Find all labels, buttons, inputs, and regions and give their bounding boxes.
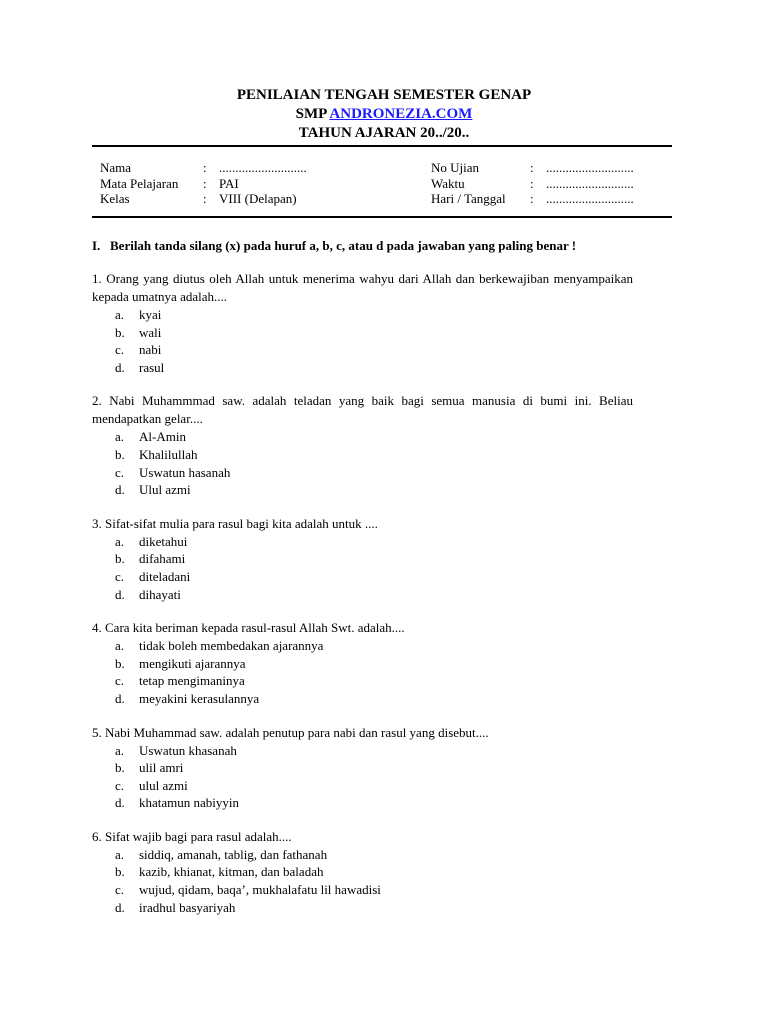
- option-text: wali: [139, 324, 162, 340]
- option-list: [92, 742, 633, 812]
- option-text: khatamun nabiyyin: [139, 795, 240, 811]
- question-stem: 6. Sifat wajib bagi para rasul adalah....: [92, 828, 292, 844]
- section-instruction-text: Berilah tanda silang (x) pada huruf a, b, c, atau d pada jawaban yang paling benar !: [110, 238, 577, 253]
- option-letter: b.: [115, 446, 125, 462]
- option-letter: d.: [115, 899, 125, 915]
- option-text: Al-Amin: [139, 429, 186, 445]
- info-row-waktu: [431, 176, 634, 192]
- section-instruction: [92, 238, 576, 254]
- answer-option[interactable]: [92, 794, 633, 812]
- question-item: [92, 619, 633, 707]
- question-stem: 5. Nabi Muhammad saw. adalah penutup para nabi dan rasul yang disebut....: [92, 724, 489, 740]
- info-colon: :: [203, 191, 207, 206]
- info-value[interactable]: ...........................: [546, 160, 634, 175]
- info-colon: :: [203, 175, 207, 191]
- student-info-left: [100, 160, 307, 207]
- info-key: Nama: [100, 160, 132, 175]
- option-letter: c.: [115, 777, 125, 793]
- info-colon: :: [530, 160, 534, 175]
- answer-option[interactable]: [92, 550, 633, 568]
- school-link[interactable]: ANDRONEZIA.COM: [329, 106, 473, 122]
- option-text: diketahui: [139, 533, 188, 549]
- answer-option[interactable]: [92, 428, 633, 446]
- option-list: [92, 306, 633, 376]
- option-letter: a.: [115, 429, 125, 445]
- question-stem: 4. Cara kita beriman kepada rasul-rasul Allah Swt. adalah....: [92, 620, 405, 636]
- question-item: [92, 828, 633, 916]
- option-text: Uswatun khasanah: [139, 742, 237, 758]
- info-row-kelas: [100, 191, 307, 207]
- answer-option[interactable]: [92, 899, 633, 917]
- option-letter: b.: [115, 760, 125, 776]
- question-stem: 2. Nabi Muhammmad saw. adalah teladan yang baik bagi semua manusia di bumi ini. Beliau mendapatkan gelar....: [92, 393, 633, 427]
- answer-option[interactable]: [92, 359, 633, 377]
- info-colon: :: [530, 191, 534, 206]
- option-text: dihayati: [139, 586, 181, 602]
- option-letter: d.: [115, 359, 125, 375]
- answer-option[interactable]: [92, 655, 633, 673]
- header-divider-bottom: [92, 216, 672, 218]
- option-letter: d.: [115, 586, 125, 602]
- school-prefix: SMP: [295, 106, 330, 122]
- option-text: iradhul basyariyah: [139, 899, 236, 915]
- option-letter: d.: [115, 795, 125, 811]
- option-text: Uswatun hasanah: [139, 464, 231, 480]
- option-letter: a.: [115, 846, 125, 862]
- option-list: [92, 533, 633, 603]
- answer-option[interactable]: [92, 846, 633, 864]
- option-letter: a.: [115, 638, 125, 654]
- answer-option[interactable]: [92, 341, 633, 359]
- question-stem: 3. Sifat-sifat mulia para rasul bagi kita adalah untuk ....: [92, 515, 378, 531]
- option-text: wujud, qidam, baqa’, mukhalafatu lil hawadisi: [139, 882, 381, 898]
- option-letter: c.: [115, 342, 125, 358]
- answer-option[interactable]: [92, 324, 633, 342]
- option-letter: d.: [115, 482, 125, 498]
- option-text: mengikuti ajarannya: [139, 655, 246, 671]
- answer-option[interactable]: [92, 690, 633, 708]
- option-text: kyai: [139, 307, 162, 322]
- answer-option[interactable]: [92, 777, 633, 795]
- option-letter: a.: [115, 307, 125, 322]
- question-stem: 1. Orang yang diutus oleh Allah untuk menerima wahyu dari Allah dan berkewajiban menyampaikan kepada umatnya adalah....: [92, 271, 633, 304]
- option-text: ulul azmi: [139, 777, 188, 793]
- option-text: difahami: [139, 551, 186, 567]
- exam-title: PENILAIAN TENGAH SEMESTER GENAP: [236, 87, 532, 103]
- answer-option[interactable]: [92, 586, 633, 604]
- option-list: [92, 637, 633, 707]
- answer-option[interactable]: [92, 533, 633, 551]
- info-colon: :: [530, 175, 534, 191]
- info-value: VIII (Delapan): [219, 191, 297, 206]
- answer-option[interactable]: [92, 568, 633, 586]
- option-letter: a.: [115, 533, 125, 549]
- option-text: tidak boleh membedakan ajarannya: [139, 638, 324, 654]
- academic-year: TAHUN AJARAN 20../20..: [298, 125, 470, 141]
- answer-option[interactable]: [92, 637, 633, 655]
- info-colon: :: [203, 160, 207, 175]
- option-text: kazib, khianat, kitman, dan baladah: [139, 864, 324, 880]
- answer-option[interactable]: [92, 446, 633, 464]
- option-letter: c.: [115, 882, 125, 898]
- answer-option[interactable]: [92, 481, 633, 499]
- question-item: [92, 270, 633, 376]
- answer-option[interactable]: [92, 306, 633, 324]
- option-letter: c.: [115, 673, 125, 689]
- info-row-nama: [100, 160, 307, 176]
- question-item: [92, 724, 633, 812]
- option-letter: c.: [115, 568, 125, 584]
- question-item: [92, 515, 633, 603]
- school-name: [0, 105, 768, 124]
- info-key: Waktu: [431, 175, 465, 191]
- option-text: Ulul azmi: [139, 482, 191, 498]
- question-item: [92, 392, 633, 498]
- option-list: [92, 846, 633, 916]
- answer-option[interactable]: [92, 881, 633, 899]
- info-key: Mata Pelajaran: [100, 175, 179, 191]
- answer-option[interactable]: [92, 672, 633, 690]
- answer-option[interactable]: [92, 759, 633, 777]
- option-text: siddiq, amanah, tablig, dan fathanah: [139, 846, 328, 862]
- option-text: meyakini kerasulannya: [139, 690, 260, 706]
- option-letter: c.: [115, 464, 125, 480]
- option-letter: b.: [115, 551, 125, 567]
- answer-option[interactable]: [92, 863, 633, 881]
- option-letter: b.: [115, 655, 125, 671]
- option-letter: a.: [115, 742, 125, 758]
- option-text: nabi: [139, 342, 162, 358]
- info-row-hari-tanggal: [431, 191, 634, 207]
- answer-option[interactable]: [92, 742, 633, 760]
- info-value[interactable]: ...........................: [546, 191, 634, 206]
- option-letter: b.: [115, 864, 125, 880]
- option-text: tetap mengimaninya: [139, 673, 245, 689]
- option-letter: b.: [115, 324, 125, 340]
- info-key: Hari / Tanggal: [431, 191, 506, 206]
- option-text: diteladani: [139, 568, 191, 584]
- question-list: [92, 270, 633, 932]
- section-number: I.: [92, 238, 101, 253]
- info-key: No Ujian: [431, 160, 480, 175]
- info-value: PAI: [219, 175, 239, 191]
- exam-header: [0, 86, 768, 143]
- header-divider-top: [92, 145, 672, 147]
- option-list: [92, 428, 633, 498]
- info-value[interactable]: ...........................: [219, 160, 307, 175]
- option-text: rasul: [139, 359, 165, 375]
- info-key: Kelas: [100, 191, 130, 206]
- option-text: ulil amri: [139, 760, 184, 776]
- option-letter: d.: [115, 690, 125, 706]
- student-info-right: [431, 160, 634, 207]
- answer-option[interactable]: [92, 464, 633, 482]
- info-row-mata-pelajaran: [100, 176, 307, 192]
- info-row-no-ujian: [431, 160, 634, 176]
- info-value[interactable]: ...........................: [546, 175, 634, 191]
- option-text: Khalilullah: [139, 446, 198, 462]
